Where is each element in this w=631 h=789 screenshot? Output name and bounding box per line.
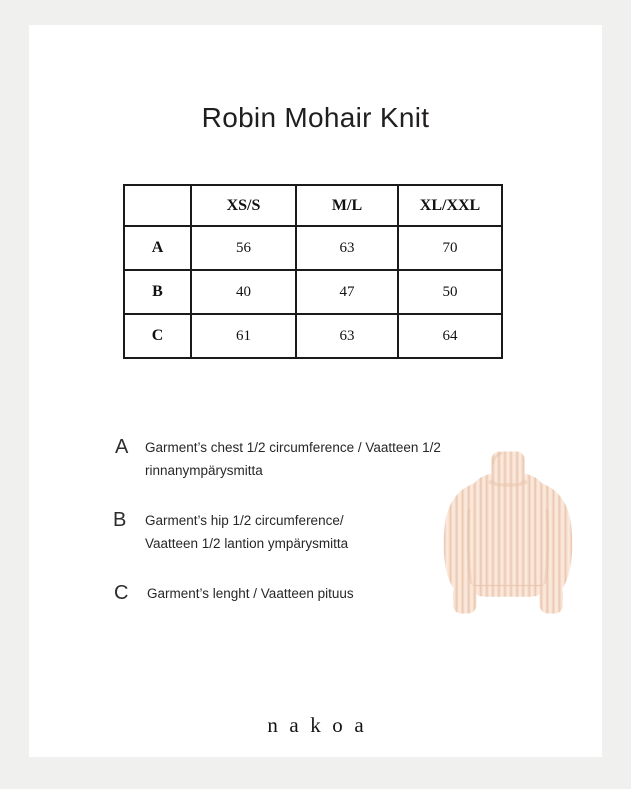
- size-table-corner-cell: [124, 185, 191, 226]
- legend-text-a-line1: Garment’s chest 1/2 circumference / Vaatteen 1/2: [145, 440, 441, 455]
- measurement-cell: 64: [398, 314, 502, 358]
- legend-text-a-line2: rinnanympärysmitta: [145, 463, 263, 478]
- legend-text-b: [145, 509, 348, 555]
- size-table-header-row: [124, 185, 502, 226]
- size-guide-card: [29, 25, 602, 757]
- legend-text-b-line1: Garment’s hip 1/2 circumference/: [145, 513, 344, 528]
- legend-text-b-line2: Vaatteen 1/2 lantion ympärysmitta: [145, 536, 349, 551]
- measurement-cell: 61: [191, 314, 296, 358]
- brand-logo: nakoa: [267, 713, 376, 737]
- measurement-cell: 70: [398, 226, 502, 270]
- measurement-cell: 56: [191, 226, 296, 270]
- measurement-row-label: C: [124, 314, 191, 358]
- table-row: [124, 270, 502, 314]
- size-column-header: XS/S: [191, 185, 296, 226]
- table-row: [124, 314, 502, 358]
- table-row: [124, 226, 502, 270]
- measurement-cell: 50: [398, 270, 502, 314]
- measurement-cell: 63: [296, 226, 398, 270]
- measurement-cell: 40: [191, 270, 296, 314]
- product-title: Robin Mohair Knit: [201, 102, 430, 133]
- legend-letter-b: B: [113, 509, 127, 531]
- product-photo-sweater: [429, 444, 587, 621]
- measurement-cell: 63: [296, 314, 398, 358]
- legend-text-a: [145, 436, 441, 482]
- size-column-header: M/L: [296, 185, 398, 226]
- size-table: [123, 184, 503, 359]
- legend-letter-a: A: [115, 436, 129, 458]
- legend-letter-c: C: [114, 582, 129, 604]
- size-column-header: XL/XXL: [398, 185, 502, 226]
- legend-text-c: [147, 582, 354, 605]
- sweater-illustration: [429, 444, 587, 621]
- measurement-row-label: A: [124, 226, 191, 270]
- measurement-cell: 47: [296, 270, 398, 314]
- legend-text-c-line1: Garment’s lenght / Vaatteen pituus: [147, 586, 354, 601]
- measurement-row-label: B: [124, 270, 191, 314]
